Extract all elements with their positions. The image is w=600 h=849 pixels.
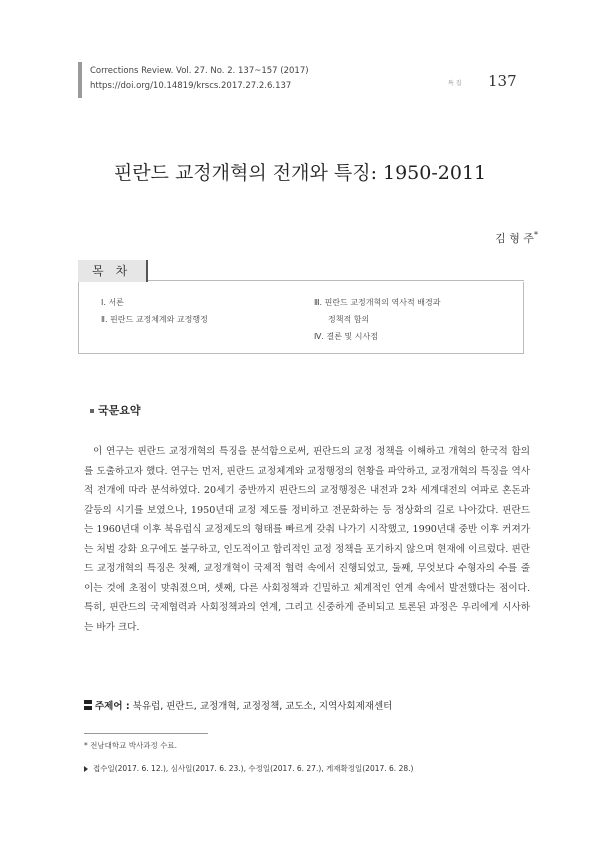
toc-item-conclusion: Ⅳ. 결론 및 시사점 (314, 332, 378, 341)
footnote-divider (84, 733, 208, 734)
author-name: 김 형 주 (495, 232, 534, 245)
author-footnote-mark: * (534, 230, 538, 240)
abstract-body: 이 연구는 핀란드 교정개혁의 특징을 분석함으로써, 핀란드의 교정 정책을 이해하고 개혁의 한국적 함의를 도출하고자 했다. 연구는 먼저, 핀란드 교정체계와 교정행정의 현황을 파악하고, 교정개혁의 특징을 역사적 전개에 따라 분석하였다. 20세기 중반까지 핀란드의 교정행정은 내전과 2차 세계대전의 여파로 혼돈과 갈등의 시기를 보였으나, 1950년대 교정 제도를 정비하고 전문화하는 등 정상화의 길로 나아갔다. 핀란드는 1960년대 이후 북유럽식 교정제도의 형태를 빠르게 갖춰 나가기 시작했고, 1990년대 중반 이후 커져가는 처벌 강화 요구에도 불구하고, 인도적이고 합리적인 교정 정책을 포기하지 않으며 현재에 이르렀다. 핀란드 교정개혁의 특징은 첫째, 교정개혁이 국제적 협력 속에서 진행되었고, 둘째, 무엇보다 수형자의 수를 줄이는 것에 초점이 맞춰졌으며, 셋째, 다른 사회정책과 긴밀하고 체계적인 연계 속에서 발전했다는 점이다. 특히, 핀란드의 국제협력과 사회정책과의 연계, 그리고 신중하게 준비되고 토론된 과정은 우리에게 시사하는 바가 크다. (84, 446, 530, 633)
doi-link[interactable]: https://doi.org/10.14819/krscs.2017.27.2.6.137 (90, 81, 292, 91)
toc-item-history-cont: 정책적 함의 (328, 315, 370, 324)
toc-right-column (314, 294, 440, 345)
author (495, 230, 538, 246)
section-label: 특 집 (448, 80, 462, 87)
abstract-heading-text: 국문요약 (98, 404, 141, 417)
table-of-contents (78, 282, 524, 354)
page-number: 137 (488, 72, 517, 90)
journal-citation: Corrections Review. Vol. 27. No. 2. 137~157 (2017) (90, 66, 309, 76)
header-accent-bar (78, 62, 82, 98)
toc-item-history: Ⅲ. 핀란드 교정개혁의 역사적 배경과 (314, 298, 441, 307)
paper-title: 핀란드 교정개혁의 전개와 특징: 1950-2011 (113, 162, 487, 184)
abstract-heading (90, 402, 141, 418)
triangle-bullet-icon (84, 766, 88, 772)
toc-item-introduction: Ⅰ. 서론 (101, 298, 124, 307)
toc-left-column (101, 294, 208, 328)
keyword-marker-icon (84, 700, 92, 710)
bullet-square-icon (90, 409, 94, 413)
toc-item-system: Ⅱ. 핀란드 교정체계와 교정행정 (101, 315, 208, 324)
keywords-list: 북유럽, 핀란드, 교정개혁, 교정정책, 교도소, 지역사회제재센터 (132, 701, 393, 712)
footnote-dates-text: 접수일(2017. 6. 12.), 심사일(2017. 6. 23.), 수정일(2017. 6. 27.), 게재확정일(2017. 6. 28.) (93, 764, 414, 773)
keywords-label: 주제어 : (95, 701, 130, 712)
footnote-dates (84, 763, 413, 774)
toc-divider (148, 280, 524, 281)
footnote-affiliation: * 전남대학교 박사과정 수료. (84, 741, 177, 750)
toc-heading: 목차 (78, 260, 148, 282)
keywords (84, 698, 392, 712)
journal-header (90, 64, 309, 94)
